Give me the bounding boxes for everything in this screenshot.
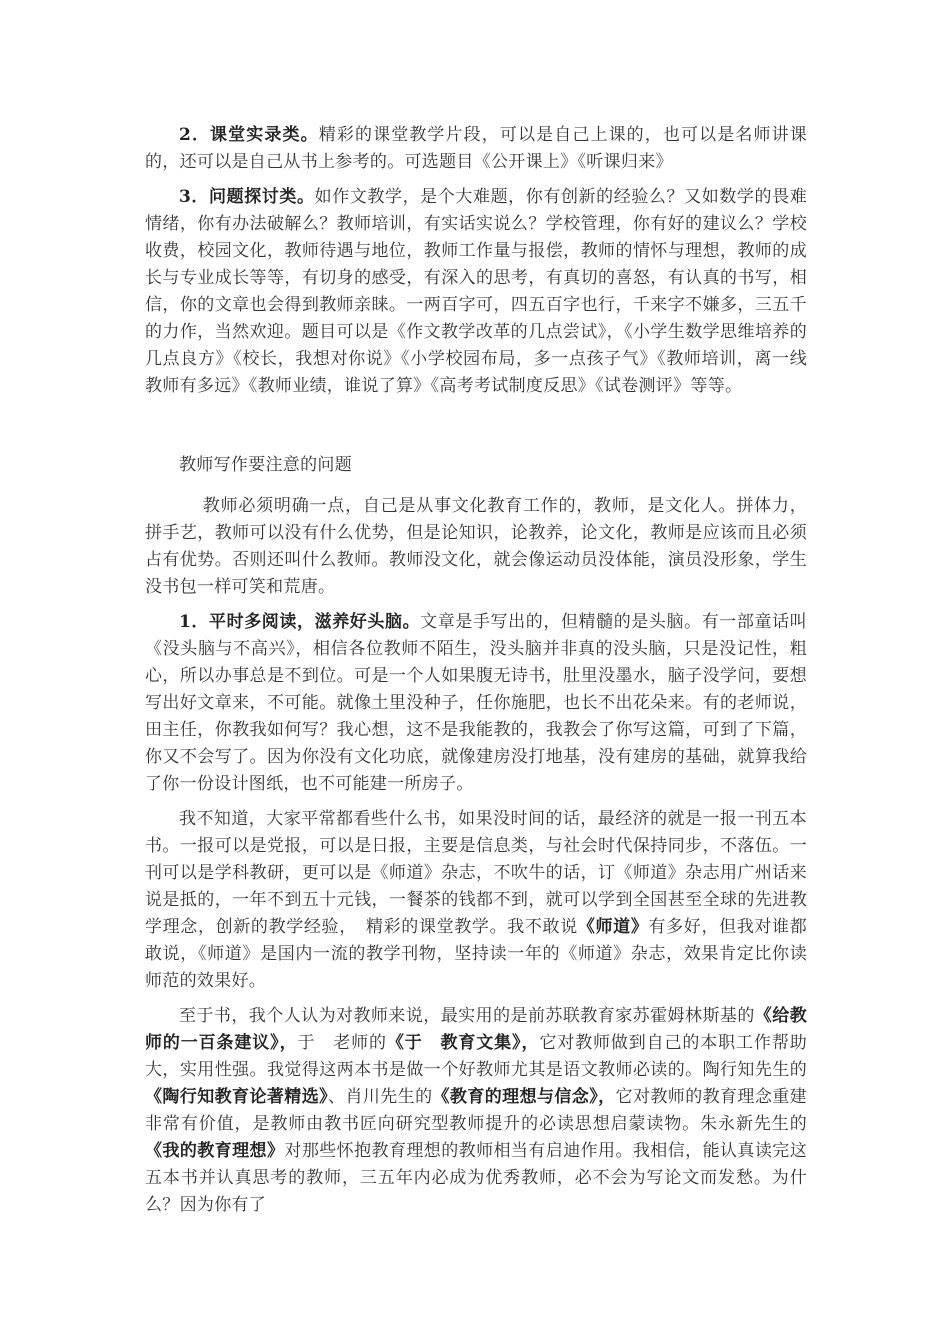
text-segment: 于 老师的 <box>297 1033 387 1053</box>
item-body-problem-discussion: 如作文教学，是个大难题，你有创新的经验么？又如数学的畏难情绪，你有办法破解么？教师培训，有实话实说么？学校管理，你有好的建议么？学校收费，校园文化，教师待遇与地位，教师工作量与报偿，教师的情怀与理想，教师的成长与专业成长等等，有切身的感受，有深入的思考，有真切的喜怒，有认真的书写，相信，你的文章也会得到教师亲睐。一两百字可，四五百字也行，千来字不嫌多，三五千的力作，当然欢迎。题目可以是《作文教学改革的几点尝试》，《小学生数学思维培养的几点良方》《校长，我想对你说》《小学校园布局，多一点孩子气》《教师培训，离一线教师有多远》《教师业绩，谁说了算》《高考考试制度反思》《试卷测评》等等。 <box>145 187 807 396</box>
book-title-my-education-ideal: 《我的教育理想》 <box>145 1141 285 1161</box>
text-segment: 、肖川先生的 <box>328 1087 433 1107</box>
item-heading-problem-discussion: 3．问题探讨类。 <box>179 187 315 207</box>
point-heading-read-more: 1．平时多阅读，滋养好头脑。 <box>179 612 421 632</box>
document-page <box>145 122 807 1227</box>
paragraph-problem-discussion <box>145 184 807 400</box>
text-segment: 它对教师的教育理念重建非常有价值，是教师由教书匠向研究型教师提升的必读思想启蒙读物。朱永新先生的 <box>145 1087 807 1134</box>
text-segment: 我不知道，大家平常都看些什么书，如果没时间的话，最经济的就是一报一刊五本书。一报可以是党报，可以是日报，主要是信息类，与社会时代保持同步，不落伍。一刊可以是学科教研，更可以是《师道》杂志，不吹牛的话，订《师道》杂志用广州话来说是抵的，一年不到五十元钱，一餐茶的钱都不到，就可以学到全国甚至全球的先进教学理念，创新的教学经验， 精彩的课堂教学。我不敢说 <box>145 809 807 937</box>
paragraph-read-more <box>145 609 807 798</box>
item-body-classroom-records: 精彩的课堂教学片段，可以是自己上课的，也可以是名师讲课的，还可以是自己从书上参考的。可选题目《公开课上》《听课归来》 <box>145 125 807 172</box>
paragraph-classroom-records <box>145 122 807 176</box>
paragraph-newspaper-journal <box>145 806 807 995</box>
point-body-read-more: 文章是手写出的，但精髓的是头脑。有一部童话叫《没头脑与不高兴》，相信各位教师不陌生，没头脑并非真的没头脑，只是没记性，粗心，所以办事总是不到位。可是一个人如果腹无诗书，肚里没墨水，脑子没学问，要想写出好文章来，不可能。就像土里没种子，任你施肥，也长不出花朵来。有的老师说，田主任，你教我如何写？我心想，这不是我能教的，我教会了你写这篇，可到了下篇，你又不会写了。因为你没有文化功底，就像建房没打地基，没有建房的基础，就算我给了你一份设计图纸，也不可能建一所房子。 <box>145 612 807 794</box>
book-title-tao-xingzhi: 《陶行知教育论著精选》 <box>145 1087 329 1107</box>
book-title-ideals-beliefs: 《教育的理想与信念》， <box>432 1087 616 1107</box>
text-segment: 有多好，但我对谁都敢说，《师道》是国内一流的教学刊物，坚持读一年的《师道》杂志，效果肯定比你读师范的效果好。 <box>145 917 808 991</box>
text-segment: 至于书，我个人认为对教师来说，最实用的是前苏联教育家苏霍姆林斯基的 <box>179 1006 755 1026</box>
text-segment: 对那些怀抱教育理想的教师相当有启迪作用。我相信，能认真读完这五本书并认真思考的教师，三五年内必成为优秀教师，必不会为写论文而发愁。为什么？因为你有了 <box>145 1141 808 1215</box>
book-title-education-collection: 《于 教育文集》， <box>386 1033 540 1053</box>
book-title-shidao: 《师道》 <box>577 917 649 937</box>
text-segment: 它对教师做到自己的本职工作帮助大，实用性强。我觉得这两本书是做一个好教师尤其是语文教师必读的。陶行知先生的 <box>145 1033 807 1080</box>
paragraph-intro: 教师必须明确一点，自己是从事文化教育工作的，教师，是文化人。拼体力，拼手艺，教师可以没有什么优势，但是论知识，论教养，论文化，教师是应该而且必须占有优势。否则还叫什么教师。教师没文化，就会像运动员没体能，演员没形象，学生没书包一样可笑和荒唐。 <box>145 496 807 597</box>
item-heading-classroom-records: 2．课堂实录类。 <box>179 125 319 145</box>
paragraph-recommended-books <box>145 1003 807 1219</box>
book-title-hundred-suggestions: 《给教师的一百条建议》， <box>145 1006 807 1053</box>
section-heading: 教师写作要注意的问题 <box>179 455 352 475</box>
